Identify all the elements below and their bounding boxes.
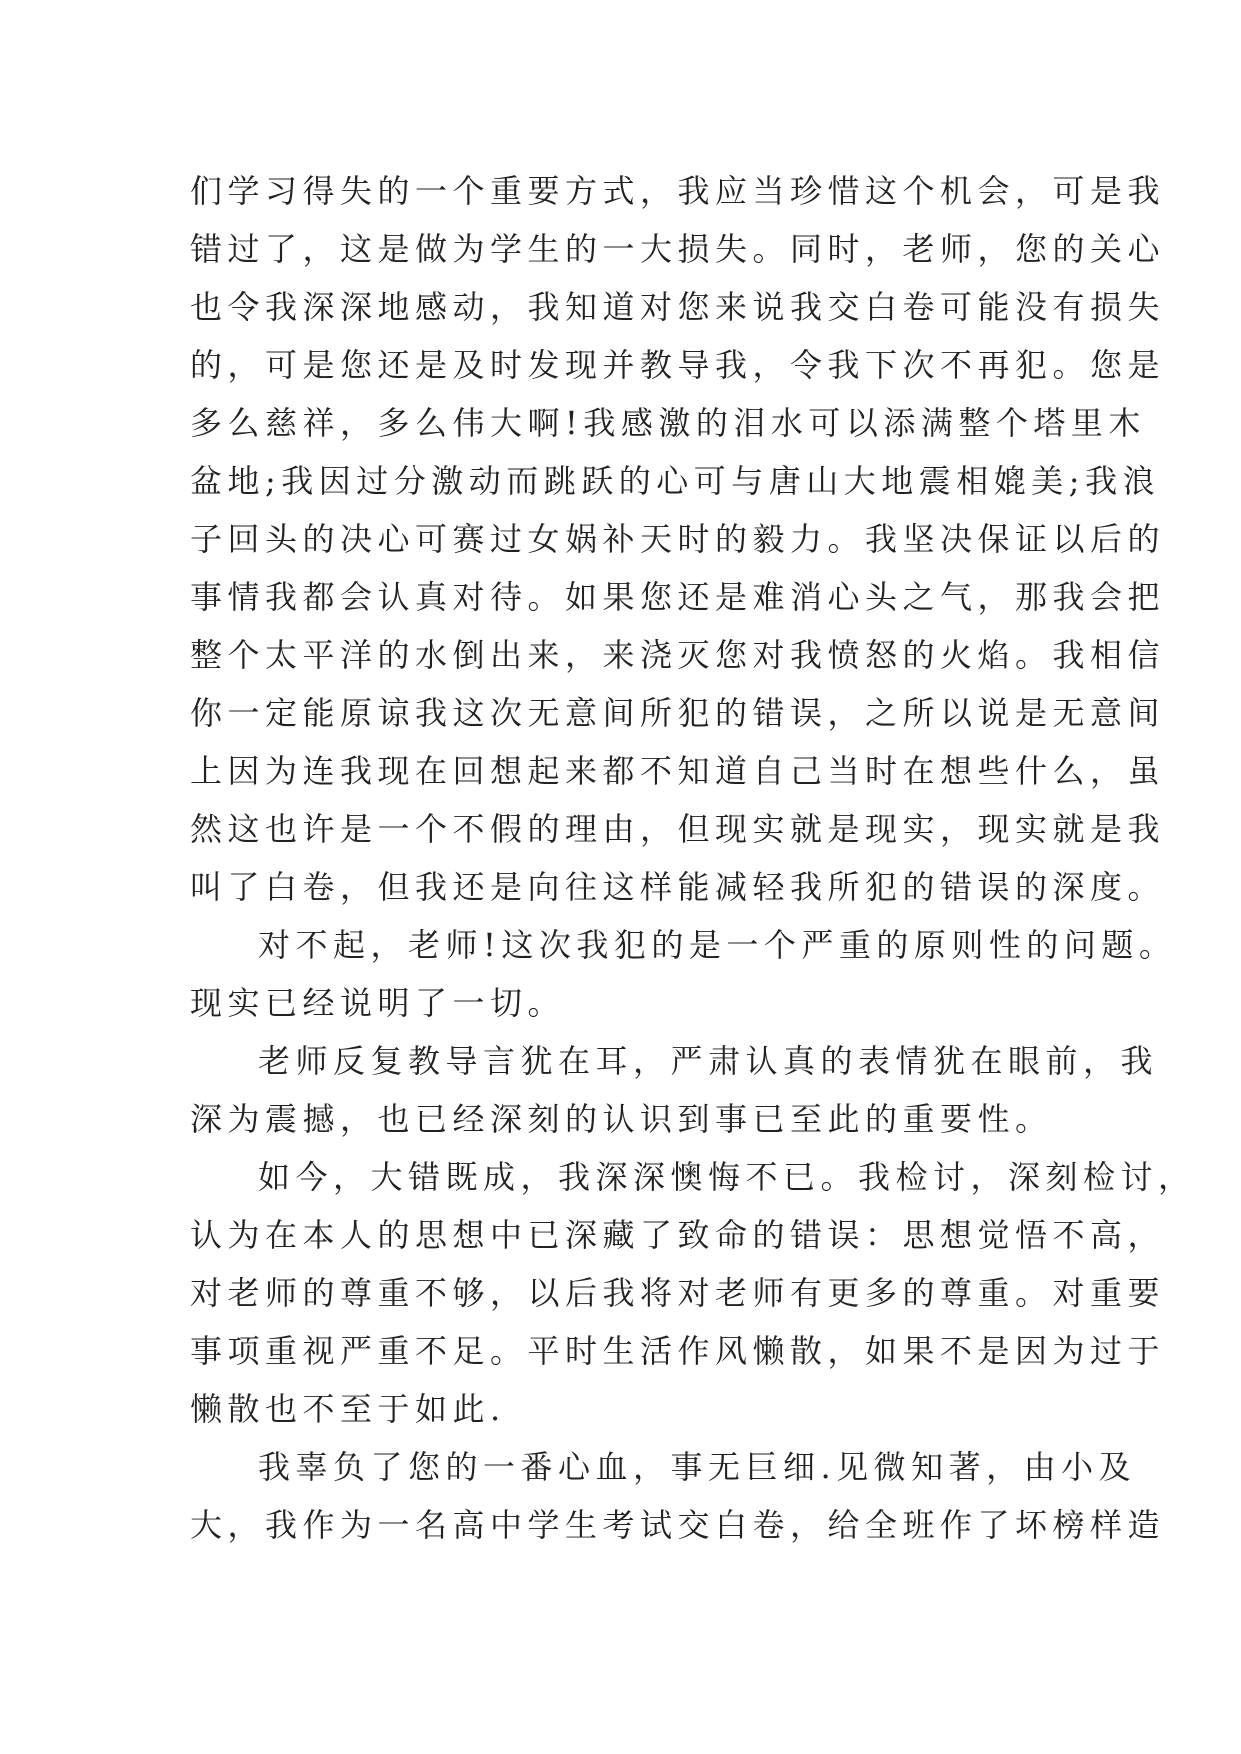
text-line: 懒散也不至于如此. — [190, 1390, 506, 1428]
text-line: 大，我作为一名高中学生考试交白卷，给全班作了坏榜样造 — [190, 1506, 1166, 1544]
text-line: 叫了白卷，但我还是向往这样能减轻我所犯的错误的深度。 — [190, 868, 1166, 906]
text-line: 整个太平洋的水倒出来，来浇灭您对我愤怒的火焰。我相信 — [190, 636, 1166, 674]
text-line: 事情我都会认真对待。如果您还是难消心头之气，那我会把 — [190, 578, 1166, 616]
text-line: 也令我深深地感动，我知道对您来说我交白卷可能没有损失 — [190, 288, 1166, 326]
text-line: 们学习得失的一个重要方式，我应当珍惜这个机会，可是我 — [190, 172, 1166, 210]
paragraph-start-line: 如今，大错既成，我深深懊悔不已。我检讨，深刻检讨， — [258, 1158, 1196, 1196]
text-line: 然这也许是一个不假的理由，但现实就是现实，现实就是我 — [190, 810, 1166, 848]
text-line: 认为在本人的思想中已深藏了致命的错误：思想觉悟不高， — [190, 1216, 1166, 1254]
text-line: 盆地;我因过分激动而跳跃的心可与唐山大地震相媲美;我浪 — [190, 462, 1161, 500]
text-line: 对老师的尊重不够，以后我将对老师有更多的尊重。对重要 — [190, 1274, 1166, 1312]
text-line: 的，可是您还是及时发现并教导我，令我下次不再犯。您是 — [190, 346, 1166, 384]
text-line: 多么慈祥，多么伟大啊!我感激的泪水可以添满整个塔里木 — [190, 404, 1146, 442]
text-line: 子回头的决心可赛过女娲补天时的毅力。我坚决保证以后的 — [190, 520, 1166, 558]
text-line: 上因为连我现在回想起来都不知道自己当时在想些什么，虽 — [190, 752, 1166, 790]
text-line: 现实已经说明了一切。 — [190, 984, 566, 1022]
text-line: 事项重视严重不足。平时生活作风懒散，如果不是因为过于 — [190, 1332, 1166, 1370]
paragraph-start-line: 对不起，老师!这次我犯的是一个严重的原则性的问题。 — [258, 926, 1177, 964]
text-line: 错过了，这是做为学生的一大损失。同时，老师，您的关心 — [190, 230, 1166, 268]
text-line: 你一定能原谅我这次无意间所犯的错误，之所以说是无意间 — [190, 694, 1166, 732]
body-text — [190, 162, 1196, 1554]
text-line: 深为震撼，也已经深刻的认识到事已至此的重要性。 — [190, 1100, 1053, 1138]
paragraph-start-line: 我辜负了您的一番心血，事无巨细.见微知著，由小及 — [258, 1448, 1137, 1486]
paragraph-start-line: 老师反复教导言犹在耳，严肃认真的表情犹在眼前，我 — [258, 1042, 1159, 1080]
